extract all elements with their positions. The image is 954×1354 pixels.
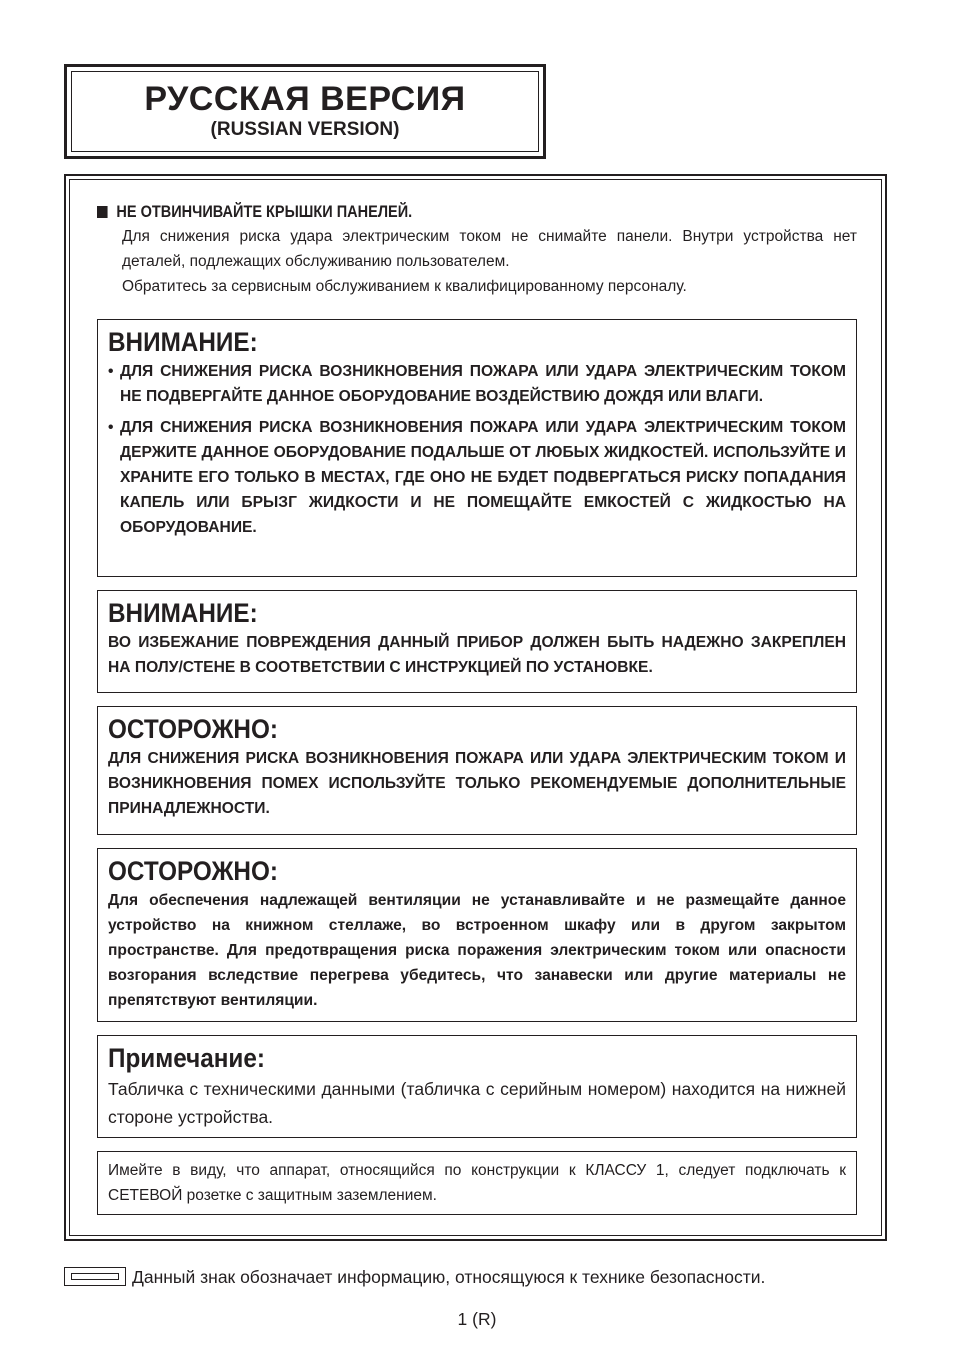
bullet-icon: •	[108, 363, 114, 380]
warning-heading: ВНИМАНИЕ:	[108, 598, 258, 628]
caution-box-ventilation	[97, 848, 857, 1022]
caution-heading: ОСТОРОЖНО:	[108, 856, 278, 886]
page-title: РУССКАЯ ВЕРСИЯ	[144, 80, 466, 118]
warning-bullet-rain: • ДЛЯ СНИЖЕНИЯ РИСКА ВОЗНИКНОВЕНИЯ ПОЖАРА ИЛИ УДАРА ЭЛЕКТРИЧЕСКИМ ТОКОМ НЕ ПОДВЕРГАЙТЕ ДАННОЕ ОБОРУДОВАНИЕ ВОЗДЕЙСТВИЮ ДОЖДЯ ИЛИ ВЛАГИ.	[108, 359, 846, 409]
notice-heading: НЕ ОТВИНЧИВАЙТЕ КРЫШКИ ПАНЕЛЕЙ.	[116, 203, 413, 221]
caution-text: ДЛЯ СНИЖЕНИЯ РИСКА ВОЗНИКНОВЕНИЯ ПОЖАРА ИЛИ УДАРА ЭЛЕКТРИЧЕСКИМ ТОКОМ И ВОЗНИКНОВЕНИЯ ПОМЕХ ИСПОЛЬЗУЙТЕ ТОЛЬКО РЕКОМЕНДУЕМЫЕ ДОПОЛНИТЕЛЬНЫЕ ПРИНАДЛЕЖНОСТИ.	[108, 750, 846, 817]
caution-text: Для обеспечения надлежащей вентиляции не устанавливайте и не размещайте данное устройство на книжном стеллаже, во встроенном шкафу или в другом закрытом пространстве. Для предотвращения риска поражения электрическим током или опасности возгорания вследствие перегрева убедитесь, что занавески или другие материалы не препятствуют вентиляции.	[108, 892, 846, 1009]
legend-text: Данный знак обозначает информацию, относящуюся к технике безопасности.	[132, 1267, 766, 1287]
warning-text: ВО ИЗБЕЖАНИЕ ПОВРЕЖДЕНИЯ ДАННЫЙ ПРИБОР ДОЛЖЕН БЫТЬ НАДЕЖНО ЗАКРЕПЛЕН НА ПОЛУ/СТЕНЕ В СООТВЕТСТВИИ С ИНСТРУКЦИЕЙ ПО УСТАНОВКЕ.	[108, 634, 846, 676]
notice-text-service: Обратитесь за сервисным обслуживанием к квалифицированному персоналу.	[122, 278, 687, 295]
note-heading: Примечание:	[108, 1043, 265, 1073]
class1-box	[97, 1151, 857, 1215]
page-subtitle: (RUSSIAN VERSION)	[210, 119, 400, 140]
panel-notice	[97, 200, 857, 299]
title-box	[64, 64, 546, 159]
caution-heading: ОСТОРОЖНО:	[108, 714, 278, 744]
safety-legend	[64, 1265, 765, 1289]
warning-bullet-liquids: • ДЛЯ СНИЖЕНИЯ РИСКА ВОЗНИКНОВЕНИЯ ПОЖАРА ИЛИ УДАРА ЭЛЕКТРИЧЕСКИМ ТОКОМ ДЕРЖИТЕ ДАННОЕ ОБОРУДОВАНИЕ ПОДАЛЬШЕ ОТ ЛЮБЫХ ЖИДКОСТЕЙ. ИСПОЛЬЗУЙТЕ И ХРАНИТЕ ЕГО ТОЛЬКО В МЕСТАХ, ГДЕ ОНО НЕ БУДЕТ ПОДВЕРГАТЬСЯ РИСКУ ПОПАДАНИЯ КАПЕЛЬ ИЛИ БРЫЗГ ЖИДКОСТИ И НЕ ПОМЕЩАЙТЕ ЕМКОСТЕЙ С ЖИДКОСТЬЮ НА ОБОРУДОВАНИЕ.	[108, 415, 846, 540]
note-text: Табличка с техническими данными (табличка с серийным номером) находится на нижней стороне устройства.	[108, 1079, 846, 1127]
caution-box-accessories	[97, 706, 857, 835]
square-bullet-icon	[97, 206, 108, 218]
class1-text: Имейте в виду, что аппарат, относящийся по конструкции к КЛАССУ 1, следует подключать к СЕТЕВОЙ розетке с защитным заземлением.	[108, 1162, 846, 1204]
safety-symbol-icon	[64, 1267, 126, 1286]
warning-heading: ВНИМАНИЕ:	[108, 327, 258, 357]
note-box	[97, 1035, 857, 1138]
warning-box-mounting	[97, 590, 857, 693]
page-number: 1 (R)	[457, 1309, 497, 1329]
notice-text: Для снижения риска удара электрическим током не снимайте панели. Внутри устройства нет деталей, подлежащих обслуживанию пользователем.	[122, 228, 857, 270]
bullet-icon: •	[108, 419, 114, 436]
warning-box-moisture	[97, 319, 857, 577]
